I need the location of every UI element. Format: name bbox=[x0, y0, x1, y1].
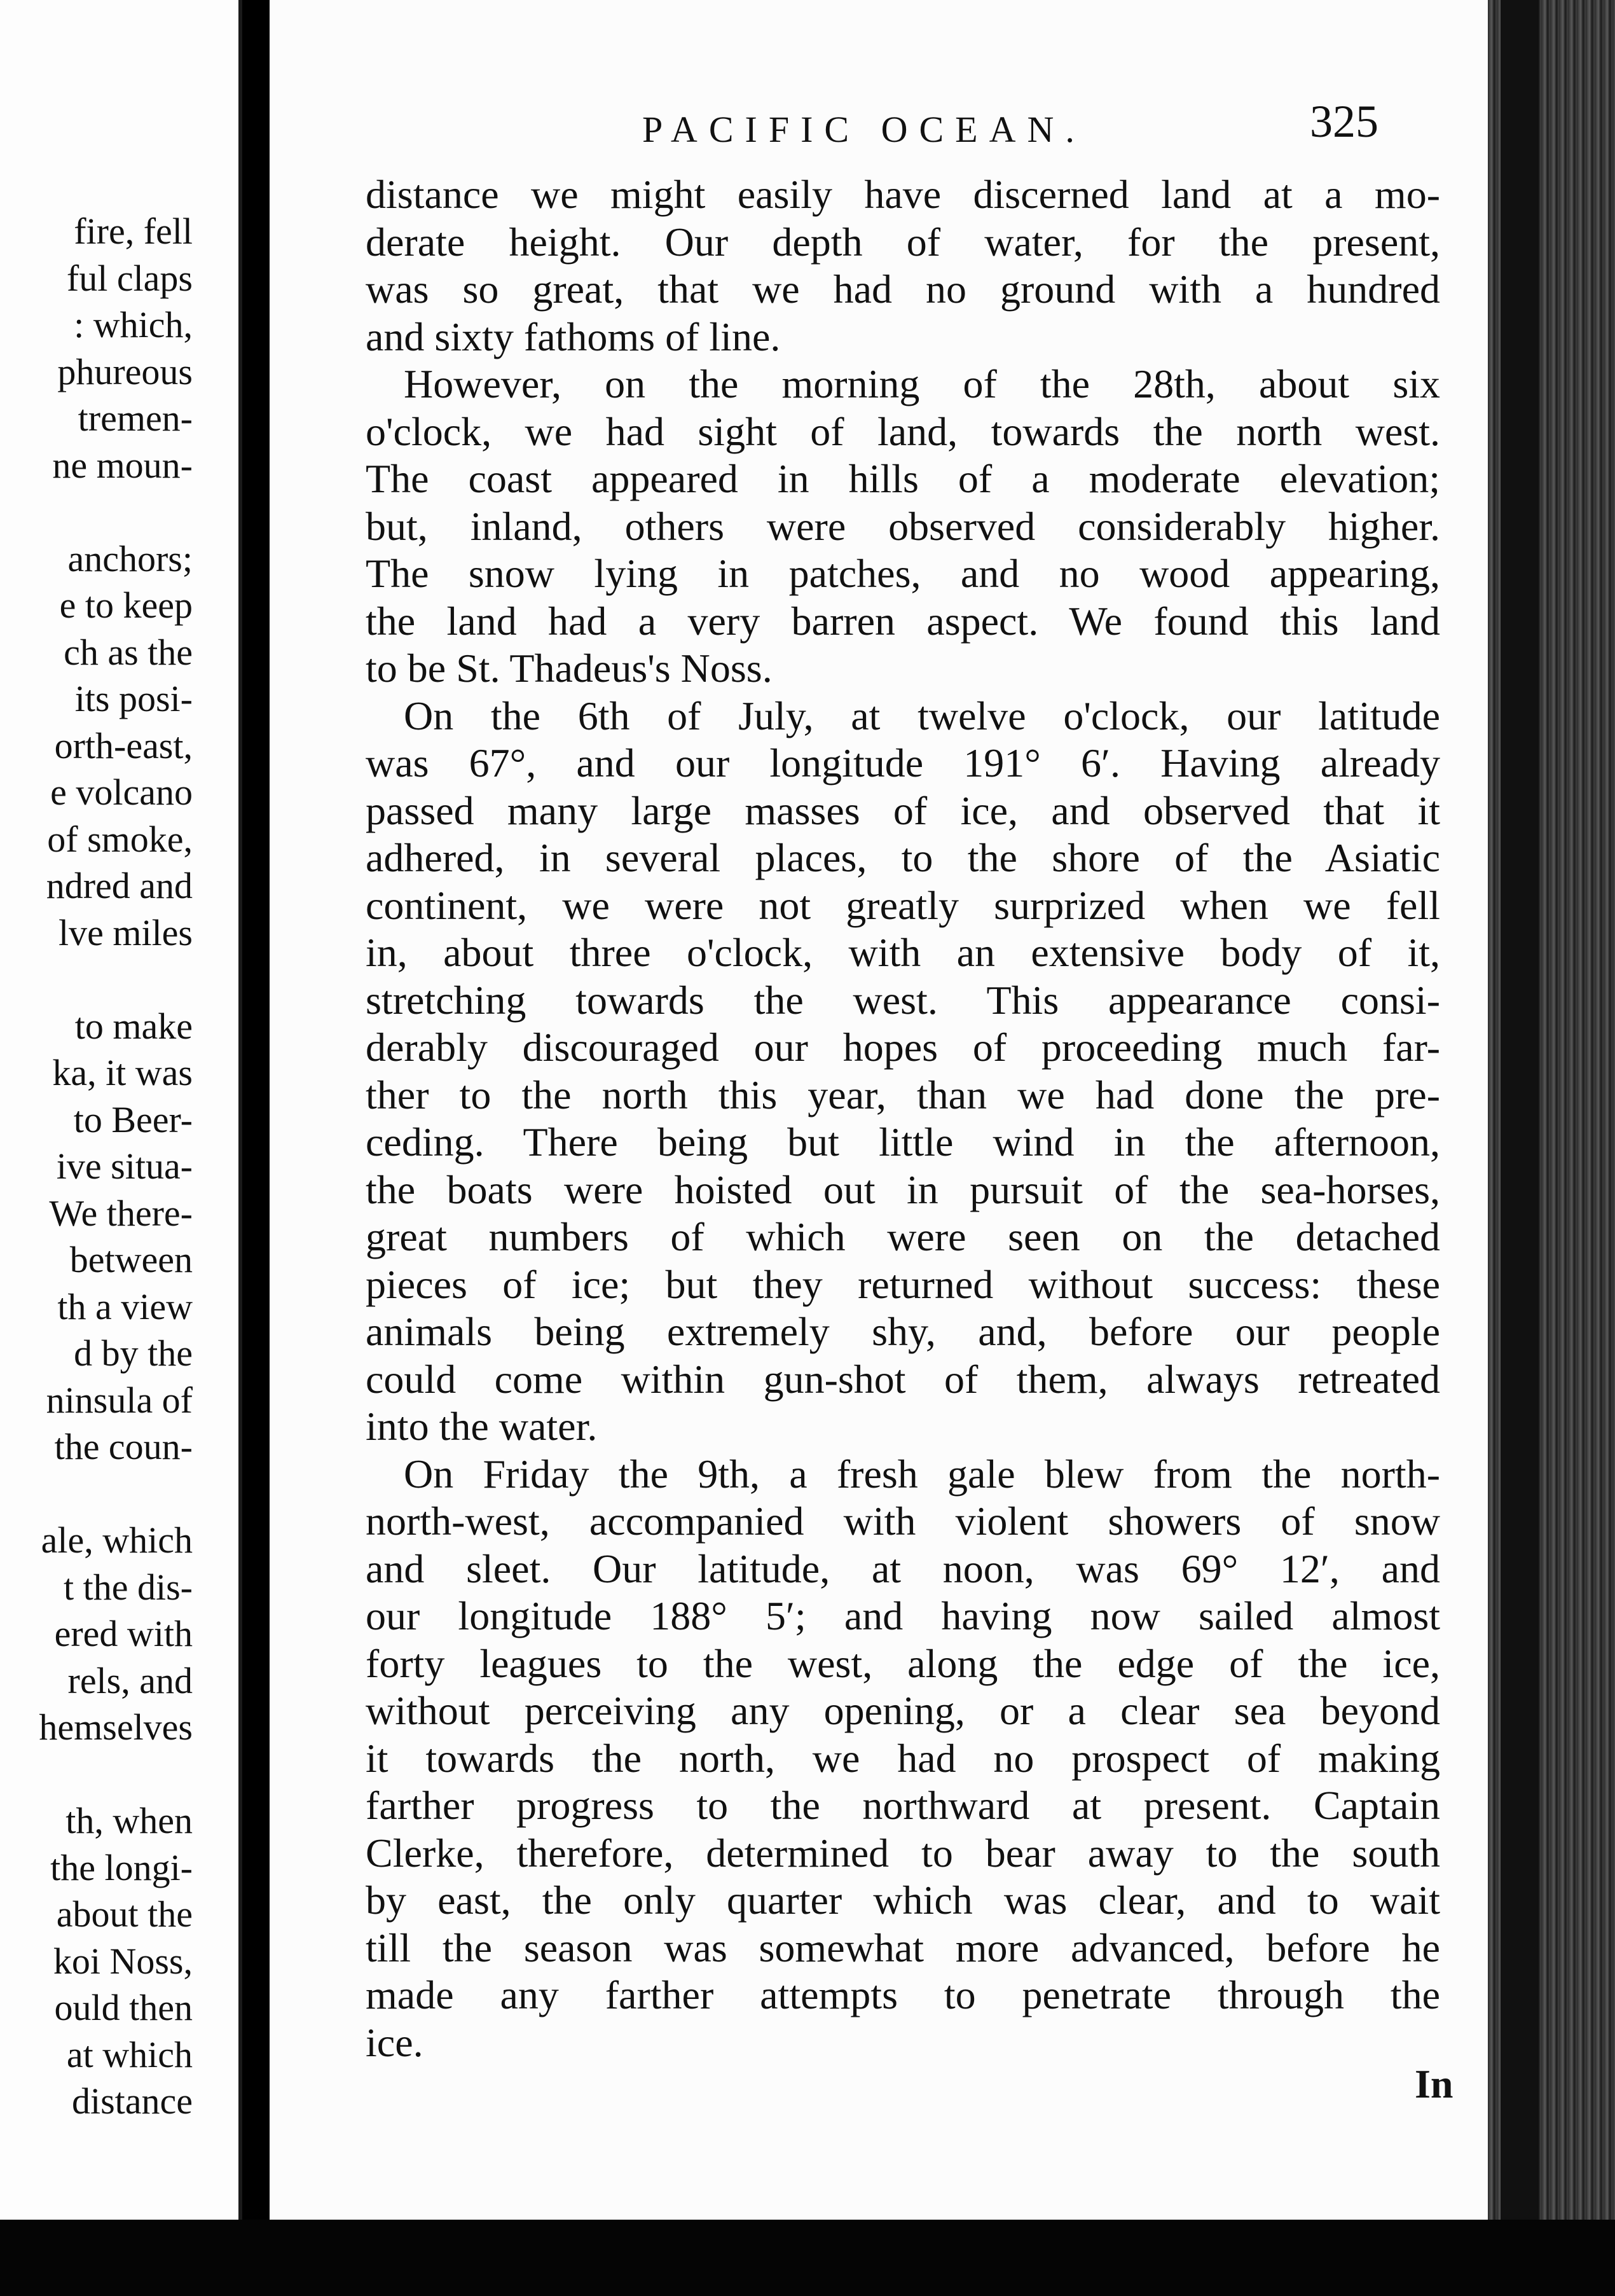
text-line: distance we might easily have discerned land at a mo- bbox=[366, 172, 1440, 217]
left-page-line: phureous bbox=[57, 350, 193, 392]
left-page-line: anchors; bbox=[67, 537, 193, 579]
text-line: was so great, that we had no ground with a hundred bbox=[366, 266, 1440, 312]
page-edges-shadow bbox=[1501, 0, 1539, 2296]
left-page-line: distance bbox=[71, 2080, 193, 2122]
text-line: stretching towards the west. This appearance consi- bbox=[366, 977, 1440, 1023]
left-page-line: We there- bbox=[49, 1192, 193, 1234]
text-line: ice. bbox=[366, 2019, 423, 2065]
text-line: ther to the north this year, than we had done the pre- bbox=[366, 1072, 1440, 1117]
text-line: but, inland, others were observed considerably higher. bbox=[366, 503, 1440, 549]
text-line: and sixty fathoms of line. bbox=[366, 314, 781, 359]
left-page-line: lve miles bbox=[58, 911, 193, 953]
left-page-line: between bbox=[69, 1239, 193, 1280]
left-page-line: th a view bbox=[57, 1285, 193, 1327]
left-page-line: koi Noss, bbox=[53, 1940, 193, 1982]
left-page-line: hemselves bbox=[39, 1706, 193, 1748]
left-page-line: about the bbox=[56, 1893, 193, 1935]
text-line: adhered, in several places, to the shore of the Asiatic bbox=[366, 835, 1440, 880]
left-page-line: the longi- bbox=[50, 1846, 193, 1888]
text-line: However, on the morning of the 28th, about six bbox=[404, 361, 1440, 406]
text-line: On Friday the 9th, a fresh gale blew from the north- bbox=[404, 1451, 1440, 1497]
running-head: PACIFIC OCEAN. bbox=[642, 109, 1086, 150]
text-line: great numbers of which were seen on the detached bbox=[366, 1214, 1440, 1259]
catchword: In bbox=[1415, 2061, 1454, 2106]
left-page-line: ive situa- bbox=[56, 1145, 193, 1187]
left-page-line: ale, which bbox=[41, 1519, 193, 1561]
left-page-line: to Beer- bbox=[73, 1098, 193, 1140]
text-line: animals being extremely shy, and, before our people bbox=[366, 1309, 1440, 1354]
left-page-line: to make bbox=[74, 1005, 193, 1047]
left-page-line: ch as the bbox=[64, 631, 193, 673]
left-page-line: t the dis- bbox=[64, 1566, 193, 1608]
text-line: without perceiving any opening, or a clear sea beyond bbox=[366, 1688, 1440, 1733]
left-page-line: ka, it was bbox=[52, 1052, 193, 1093]
left-page-line: : which, bbox=[74, 304, 193, 345]
text-line: north-west, accompanied with violent showers of snow bbox=[366, 1498, 1440, 1544]
text-line: was 67°, and our longitude 191° 6′. Having already bbox=[366, 740, 1440, 785]
text-line: by east, the only quarter which was clear, and to wait bbox=[366, 1878, 1440, 1923]
text-line: in, about three o'clock, with an extensive body of it, bbox=[366, 930, 1440, 975]
left-page-fragment bbox=[0, 0, 242, 2220]
left-page-line: d by the bbox=[74, 1332, 193, 1374]
left-page-line: at which bbox=[66, 2033, 193, 2075]
text-line: could come within gun-shot of them, always retreated bbox=[366, 1356, 1440, 1402]
page-number: 325 bbox=[1310, 96, 1378, 147]
scan-bottom-border bbox=[0, 2220, 1615, 2296]
left-page-line: ninsula of bbox=[46, 1379, 193, 1421]
text-line: and sleet. Our latitude, at noon, was 69° 12′, and bbox=[366, 1546, 1440, 1591]
left-page-line: ould then bbox=[54, 1987, 193, 2028]
left-page-line: tremen- bbox=[78, 398, 193, 439]
left-page-line: e to keep bbox=[59, 584, 193, 626]
left-page-line: the coun- bbox=[54, 1426, 193, 1467]
text-line: the land had a very barren aspect. We found this land bbox=[366, 598, 1440, 644]
left-page-line: orth-east, bbox=[54, 724, 193, 766]
text-line: derably discouraged our hopes of proceeding much far- bbox=[366, 1025, 1440, 1070]
text-line: Clerke, therefore, determined to bear away to the south bbox=[366, 1830, 1440, 1876]
text-line: farther progress to the northward at present. Captain bbox=[366, 1783, 1440, 1828]
left-page-line: ndred and bbox=[46, 865, 193, 906]
text-line: derate height. Our depth of water, for the present, bbox=[366, 219, 1440, 265]
left-page-line: rels, and bbox=[67, 1659, 193, 1701]
left-page-line: ful claps bbox=[66, 257, 193, 299]
text-line: passed many large masses of ice, and observed that it bbox=[366, 787, 1440, 833]
text-line: forty leagues to the west, along the edge of the ice, bbox=[366, 1640, 1440, 1686]
text-line: the boats were hoisted out in pursuit of the sea-horses, bbox=[366, 1166, 1440, 1212]
text-line: to be St. Thadeus's Noss. bbox=[366, 646, 773, 691]
left-page-line: e volcano bbox=[50, 771, 193, 813]
left-page-line: its posi- bbox=[74, 678, 193, 719]
text-line: o'clock, we had sight of land, towards the north west. bbox=[366, 408, 1440, 454]
left-page-line: ne moun- bbox=[52, 444, 193, 486]
text-line: into the water. bbox=[366, 1404, 598, 1449]
text-line: continent, we were not greatly surprized when we fell bbox=[366, 882, 1440, 928]
text-line: On the 6th of July, at twelve o'clock, our latitude bbox=[404, 693, 1440, 738]
text-line: made any farther attempts to penetrate through the bbox=[366, 1972, 1440, 2017]
text-line: ceding. There being but little wind in the afternoon, bbox=[366, 1119, 1440, 1165]
text-line: pieces of ice; but they returned without success: these bbox=[366, 1261, 1440, 1307]
text-line: our longitude 188° 5′; and having now sailed almost bbox=[366, 1593, 1440, 1638]
left-page-line: th, when bbox=[65, 1800, 193, 1841]
left-page-line: of smoke, bbox=[47, 818, 193, 860]
text-line: The snow lying in patches, and no wood appearing, bbox=[366, 551, 1440, 596]
text-line: The coast appeared in hills of a moderate elevation; bbox=[366, 456, 1440, 501]
left-page-line: ered with bbox=[54, 1613, 193, 1654]
left-page-line: fire, fell bbox=[74, 211, 193, 252]
text-line: till the season was somewhat more advanced, before he bbox=[366, 1925, 1440, 1970]
text-line: it towards the north, we had no prospect of making bbox=[366, 1735, 1440, 1781]
